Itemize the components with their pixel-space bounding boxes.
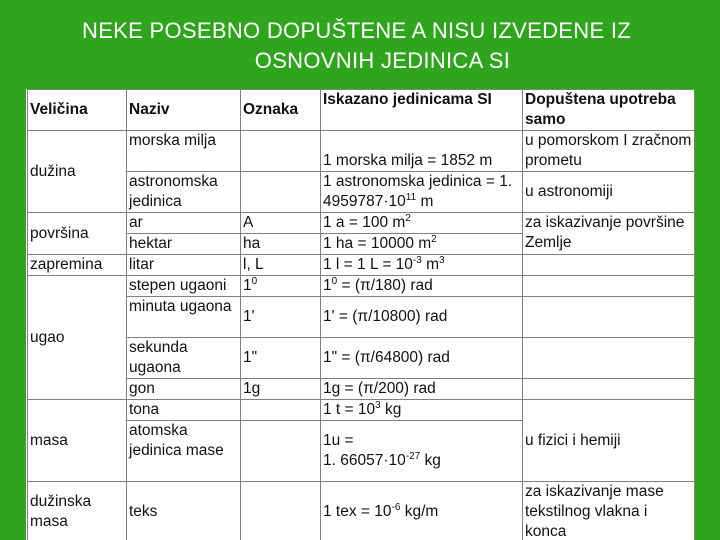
title-line-2: OSNOVNIH JEDINICA SI [254,48,511,73]
table-row [28,131,695,172]
si-unit: kg/m [400,503,439,520]
slide-left-margin [0,89,26,540]
quantity-cell: dužina [28,131,127,213]
usage-cell [523,338,695,379]
si-cell [321,400,523,421]
symbol-cell: ha [241,234,321,255]
si-exponent: 11 [405,192,417,203]
si-text: 1 l = 1 L = 10 [323,256,413,273]
title-line-1: NEKE POSEBNO DOPUŠTENE A NISU IZVEDENE IZ [82,18,631,43]
si-text: 1 [323,277,332,294]
symbol-cell [241,172,321,213]
si-cell: 1 morska milja = 1852 m [321,131,523,172]
table-row [28,482,695,540]
si-cell: 1' = (π/10800) rad [321,297,523,338]
header-symbol: Oznaka [241,90,321,131]
si-exponent: 0 [331,276,338,287]
name-cell: minuta ugaona [127,297,241,338]
usage-cell: u fizici i hemiji [523,400,695,482]
usage-cell [523,276,695,297]
symbol-cell: l, L [241,255,321,276]
si-cell [321,234,523,255]
si-exponent: -6 [391,502,401,513]
si-unit: m [416,193,434,210]
table-row [28,255,695,276]
si-exponent: 3 [439,255,445,266]
symbol-cell: 1g [241,379,321,400]
symbol-text: 1 [243,277,252,294]
symbol-exponent: 0 [251,276,258,287]
si-exponent: 3 [375,400,381,411]
slide-title [0,16,720,76]
header-usage: Dopuštena upotreba samo [523,90,695,131]
si-text: 1. 66057·10 [323,452,406,469]
name-cell: ar [127,213,241,234]
usage-cell: u pomorskom I zračnom prometu [523,131,695,172]
table-row [28,276,695,297]
name-cell: tona [127,400,241,421]
si-unit: kg [420,452,441,469]
quantity-cell: masa [28,400,127,482]
si-cell [321,172,523,213]
table-row [28,213,695,234]
name-cell: astronomska jedinica [127,172,241,213]
si-cell [321,213,523,234]
si-text: 1 tex = 10 [323,503,392,520]
si-cell [321,255,523,276]
name-cell: gon [127,379,241,400]
si-exponent: -3 [412,255,422,266]
si-text-line1: 1u = [323,432,354,449]
usage-cell: za iskazivanje mase tekstilnog vlakna i konca [523,482,695,540]
si-text: 1 astronomska jedinica = 1. 4959787·10 [323,173,513,210]
si-cell: 1g = (π/200) rad [321,379,523,400]
si-text: 1 ha = 10000 m [323,235,432,252]
si-cell [321,421,523,482]
si-cell [321,276,523,297]
table-row [28,172,695,213]
units-table [27,89,695,540]
header-quantity: Veličina [28,90,127,131]
si-unit: m [421,256,440,273]
si-cell: 1" = (π/64800) rad [321,338,523,379]
symbol-cell: 1" [241,338,321,379]
name-cell: atomska jedinica mase [127,421,241,482]
quantity-cell: površina [28,213,127,255]
si-cell [321,482,523,540]
table-row [28,297,695,338]
header-name: Naziv [127,90,241,131]
si-unit: = (π/180) rad [337,277,433,294]
name-cell: hektar [127,234,241,255]
symbol-cell [241,421,321,482]
name-cell: teks [127,482,241,540]
usage-cell: za iskazivanje površine Zemlje [523,213,695,255]
usage-cell [523,255,695,276]
table-row [28,400,695,421]
si-text: 1 t = 10 [323,401,376,418]
usage-cell: u astronomiji [523,172,695,213]
quantity-cell: ugao [28,276,127,400]
name-cell: sekunda ugaona [127,338,241,379]
table-header-row [28,90,695,131]
name-cell: morska milja [127,131,241,172]
si-exponent: -27 [405,451,421,462]
symbol-cell [241,400,321,421]
units-table-frame [26,89,695,540]
name-cell: litar [127,255,241,276]
table-row [28,338,695,379]
symbol-cell: A [241,213,321,234]
si-text: 1 a = 100 m [323,214,406,231]
symbol-cell [241,482,321,540]
quantity-cell: dužinska masa [28,482,127,540]
quantity-cell: zapremina [28,255,127,276]
si-unit: kg [380,401,402,418]
header-si: Iskazano jedinicama SI [321,90,523,131]
si-exponent: 2 [405,213,411,224]
symbol-cell [241,276,321,297]
symbol-cell: 1' [241,297,321,338]
usage-cell [523,297,695,338]
name-cell: stepen ugaoni [127,276,241,297]
si-exponent: 2 [431,234,437,245]
table-row [28,379,695,400]
symbol-cell [241,131,321,172]
usage-cell [523,379,695,400]
